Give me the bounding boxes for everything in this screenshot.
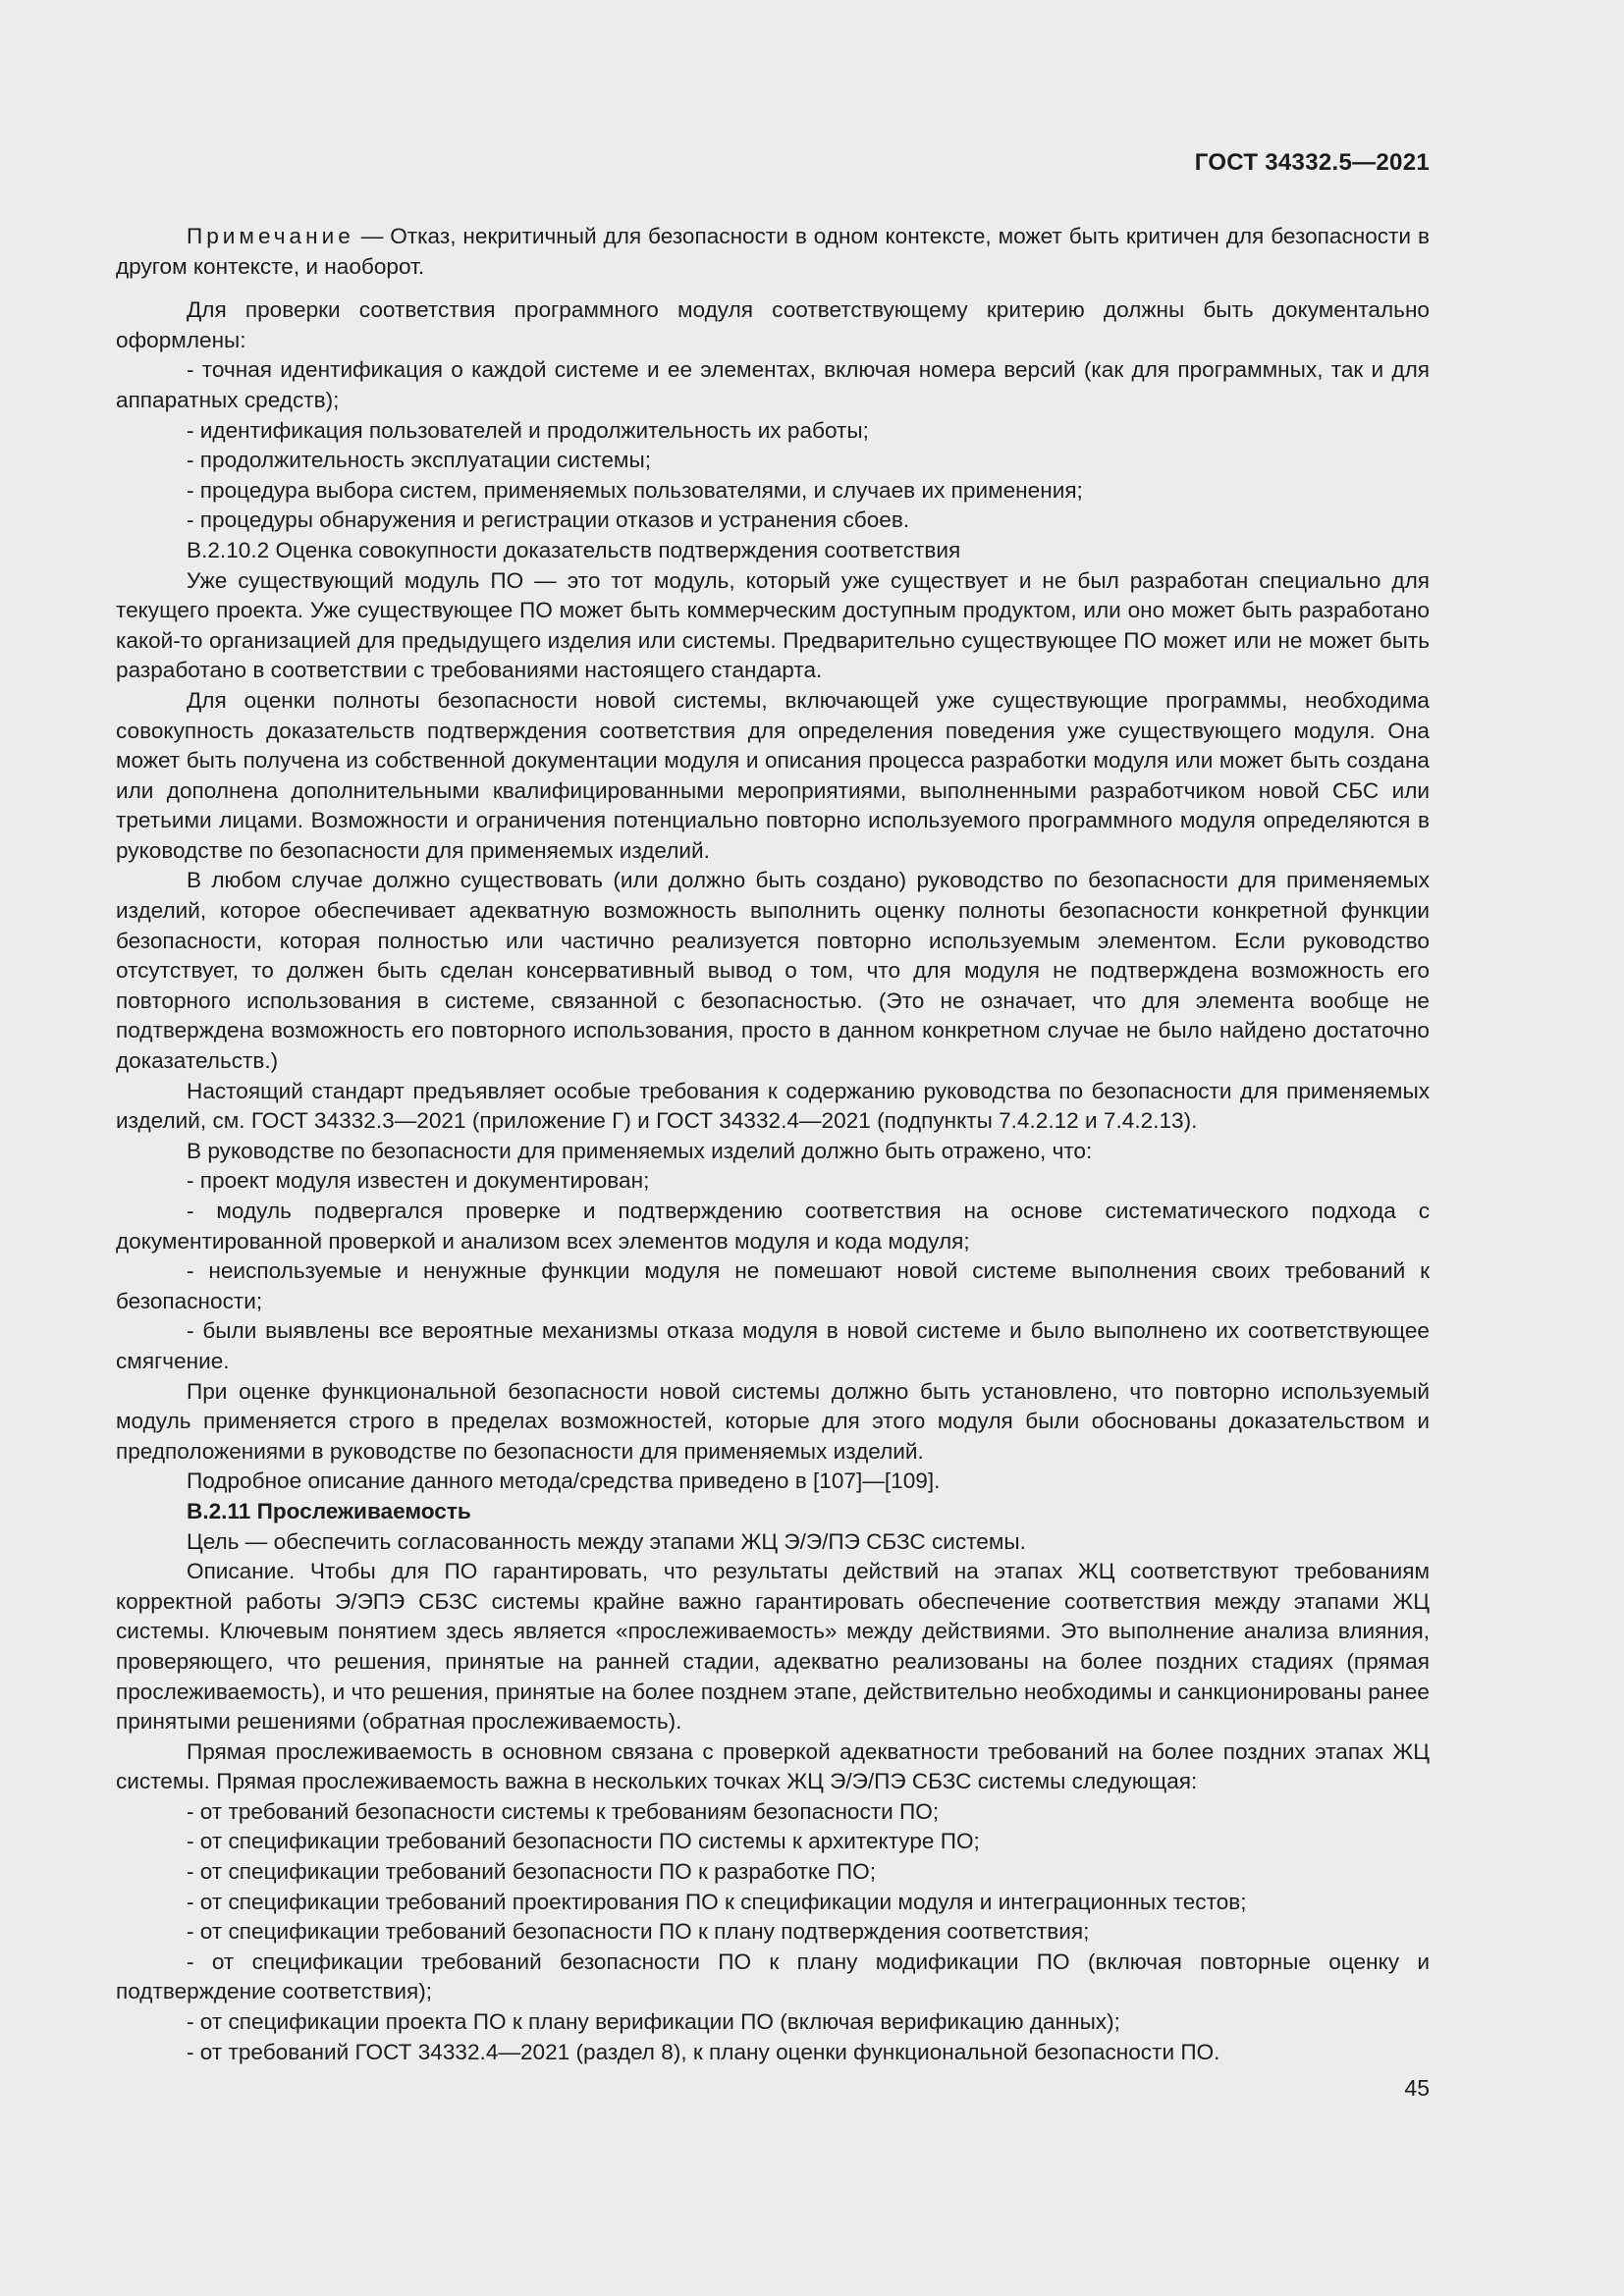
list-item: - модуль подвергался проверке и подтверждению соответствия на основе систематического подхода с документированной проверкой и анализом всех элементов модуля и кода модуля; [116,1199,1430,1254]
document-id-header: ГОСТ 34332.5—2021 [1194,149,1430,176]
body-paragraph: Для проверки соответствия программного модуля соответствующему критерию должны быть документально оформлены: [116,297,1430,352]
body-paragraph: В руководстве по безопасности для применяемых изделий должно быть отражено, что: [187,1138,1093,1163]
list-item: - от требований ГОСТ 34332.4—2021 (раздел 8), к плану оценки функциональной безопасности ПО. [187,2039,1220,2064]
list-item: - от спецификации проекта ПО к плану верификации ПО (включая верификацию данных); [187,2009,1120,2035]
list-item: - от спецификации требований безопасности ПО к плану подтверждения соответствия; [187,1919,1090,1945]
list-item: - идентификация пользователей и продолжительность их работы; [187,417,869,443]
body-paragraph: Прямая прослеживаемость в основном связана с проверкой адекватности требований на более поздних этапах ЖЦ системы. Прямая прослеживаемость важна в нескольких точках ЖЦ Э/Э/ПЭ СБЗС системы следующая: [116,1738,1430,1794]
list-item: - продолжительность эксплуатации системы; [187,448,651,473]
subsection-heading: В.2.10.2 Оценка совокупности доказательств подтверждения соответствия [187,537,961,562]
list-item: - процедуры обнаружения и регистрации отказов и устранения сбоев. [187,507,910,533]
page-number: 45 [1404,2075,1430,2101]
body-paragraph: Описание. Чтобы для ПО гарантировать, что результаты действий на этапах ЖЦ соответствуют требованиям корректной работы Э/ЭПЭ СБЗС системы крайне важно гарантировать обеспечение соответствия между этапами ЖЦ системы. Ключевым понятием здесь является «прослеживаемость» между действиями. Это выполнение анализа влияния, проверяющего, что решения, принятые на ранней стадии, адекватно реализованы на более поздних стадиях (прямая прослеживаемость), и что решения, принятые на более позднем этапе, действительно необходимы и санкционированы ранее принятыми решениями (обратная прослеживаемость). [116,1559,1430,1735]
list-item: - от требований безопасности системы к требованиям безопасности ПО; [187,1798,940,1824]
list-item: - от спецификации требований проектирования ПО к спецификации модуля и интеграционных тестов; [187,1889,1247,1914]
list-item: - от спецификации требований безопасности ПО к плану модификации ПО (включая повторные оценку и подтверждение соответствия); [116,1949,1430,2004]
list-item: - были выявлены все вероятные механизмы отказа модуля в новой системе и было выполнено их соответствующее смягчение. [116,1318,1430,1373]
body-paragraph: Подробное описание данного метода/средства приведено в [107]—[109]. [187,1468,941,1494]
list-item: - точная идентификация о каждой системе и ее элементах, включая номера версий (как для программных, так и для аппаратных средств); [116,357,1430,412]
list-item: - неиспользуемые и ненужные функции модуля не помешают новой системе выполнения своих требований к безопасности; [116,1258,1430,1313]
list-item: - от спецификации требований безопасности ПО к разработке ПО; [187,1859,876,1885]
note-text: — Отказ, некритичный для безопасности в одном контексте, может быть критичен для безопасности в другом контексте, и наоборот. [116,224,1430,279]
list-item: - проект модуля известен и документирован; [187,1168,650,1194]
body-paragraph: В любом случае должно существовать (или должно быть создано) руководство по безопасности для применяемых изделий, которое обеспечивает адекватную возможность выполнить оценку полноты безопасности конкретной функции безопасности, которая полностью или частично реализуется повторно используемым элементом. Если руководство отсутствует, то должен быть сделан консервативный вывод о том, что для модуля не подтверждена возможность его повторного использования в системе, связанной с безопасностью. (Это не означает, что для элемента вообще не подтверждена возможность его повторного использования, просто в данном конкретном случае не было найдено достаточно доказательств.) [116,868,1430,1074]
body-paragraph: Настоящий стандарт предъявляет особые требования к содержанию руководства по безопасности для применяемых изделий, см. ГОСТ 34332.3—2021 (приложение Г) и ГОСТ 34332.4—2021 (подпункты 7.4.2.12 и 7.4.2.13). [116,1078,1430,1134]
list-item: - от спецификации требований безопасности ПО системы к архитектуре ПО; [187,1829,980,1854]
body-paragraph: Уже существующий модуль ПО — это тот модуль, который уже существует и не был разработан специально для текущего проекта. Уже существующее ПО может быть коммерческим доступным продуктом, или оно может быть разработано какой-то организацией для предыдущего изделия или системы. Предварительно существующее ПО может или не может быть разработано в соответствии с требованиями настоящего стандарта. [116,567,1430,683]
section-heading: В.2.11 Прослеживаемость [187,1498,471,1523]
list-item: - процедура выбора систем, применяемых пользователями, и случаев их применения; [187,477,1083,503]
note-label: Примечание [187,224,354,248]
body-paragraph: При оценке функциональной безопасности новой системы должно быть установлено, что повторно используемый модуль применяется строго в пределах возможностей, которые для этого модуля были обоснованы доказательством и предположениями в руководстве по безопасности для применяемых изделий. [116,1378,1430,1464]
body-paragraph: Цель — обеспечить согласованность между этапами ЖЦ Э/Э/ПЭ СБЗС системы. [187,1528,1026,1554]
body-paragraph: Для оценки полноты безопасности новой системы, включающей уже существующие программы, необходима совокупность доказательств подтверждения соответствия для определения поведения уже существующего модуля. Она может быть получена из собственной документации модуля и описания процесса разработки модуля или может быть создана или дополнена дополнительными квалифицированными мероприятиями, выполненными разработчиком новой СБС или третьими лицами. Возможности и ограничения потенциально повторно используемого программного модуля определяются в руководстве по безопасности для применяемых изделий. [116,687,1430,863]
page-body [116,222,1430,2067]
note-paragraph [116,222,1430,282]
